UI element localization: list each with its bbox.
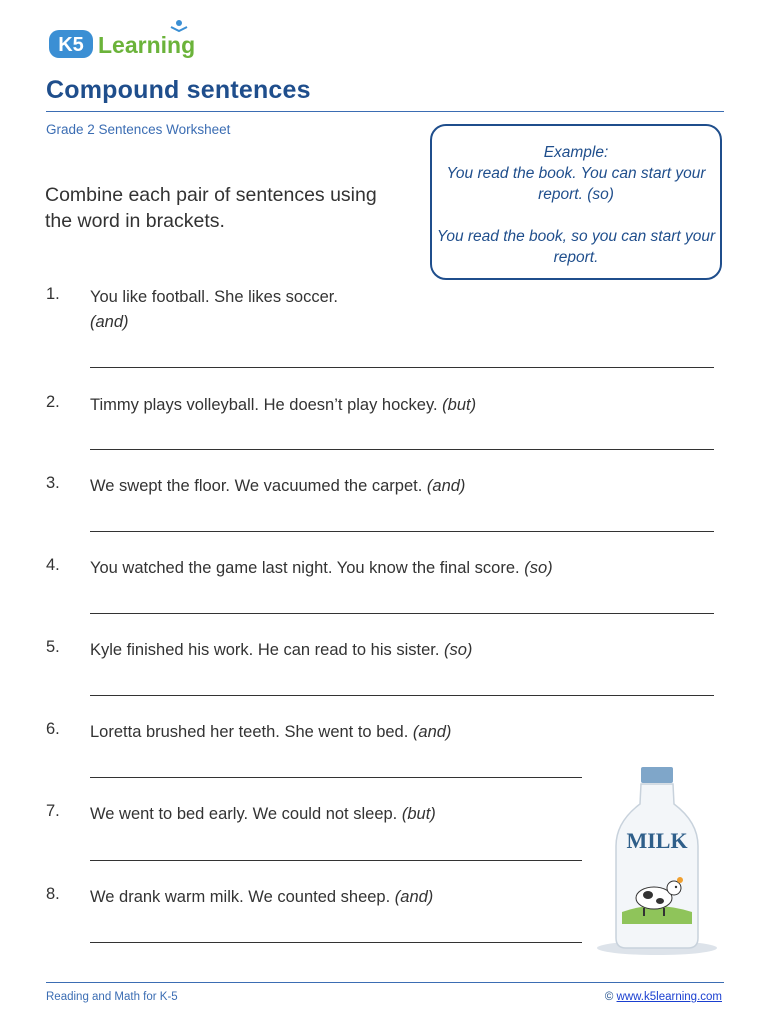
answer-line[interactable] (90, 860, 582, 861)
answer-line[interactable] (90, 613, 714, 614)
milk-bottle-illustration (594, 762, 720, 958)
question-number: 2. (46, 393, 60, 411)
question-number: 4. (46, 556, 60, 574)
page-title: Compound sentences (46, 76, 311, 104)
answer-line[interactable] (90, 695, 714, 696)
answer-line[interactable] (90, 531, 714, 532)
question-text (90, 638, 690, 663)
question-connector-word: (and) (90, 313, 129, 331)
question-connector-word: (but) (442, 396, 477, 414)
question-number: 6. (46, 720, 60, 738)
header-divider (46, 111, 724, 112)
question-number: 1. (46, 285, 60, 303)
question-text (90, 393, 690, 418)
logo-learning-text: Learning (98, 32, 196, 58)
question-sentences: Timmy plays volleyball. He doesn’t play hockey. (90, 396, 438, 414)
question-text (90, 474, 690, 499)
question-text (90, 556, 690, 581)
answer-line[interactable] (90, 449, 714, 450)
question-number: 7. (46, 802, 60, 820)
answer-line[interactable] (90, 777, 582, 778)
question-number: 8. (46, 885, 60, 903)
k5-learning-logo (46, 18, 216, 62)
question-sentences: Kyle finished his work. He can read to his sister. (90, 641, 440, 659)
copyright-symbol: © (604, 991, 614, 1003)
question-sentences: Loretta brushed her teeth. She went to bed. (90, 723, 409, 741)
footer-link-group (605, 991, 722, 1003)
question-connector-word: (so) (524, 559, 553, 577)
answer-line[interactable] (90, 367, 714, 368)
website-link[interactable]: www.k5learning.com (616, 991, 722, 1003)
footer-tagline: Reading and Math for K-5 (46, 991, 178, 1003)
question-connector-word: (but) (401, 805, 436, 823)
answer-line[interactable] (90, 942, 582, 943)
instructions-text: Combine each pair of sentences using the word in brackets. (45, 184, 377, 232)
question-number: 3. (46, 474, 60, 492)
question-connector-word: (and) (426, 477, 466, 495)
question-connector-word: (and) (394, 888, 434, 906)
question-connector-word: (and) (412, 723, 452, 741)
question-sentences: You watched the game last night. You know the final score. (90, 559, 520, 577)
milk-label-text: MILK (626, 828, 688, 853)
worksheet-subtitle: Grade 2 Sentences Worksheet (46, 122, 231, 137)
question-sentences: We drank warm milk. We counted sheep. (90, 888, 391, 906)
footer-divider (46, 982, 724, 983)
question-connector-word: (so) (444, 641, 473, 659)
question-sentences: You like football. She likes soccer. (90, 288, 338, 306)
question-text (90, 720, 690, 745)
example-answer: You read the book, so you can start your report. (436, 228, 716, 266)
question-sentences: We swept the floor. We vacuumed the carpet. (90, 477, 423, 495)
example-box (430, 124, 722, 280)
question-number: 5. (46, 638, 60, 656)
example-label: Example: (543, 144, 609, 161)
logo-k5-text: K5 (58, 34, 84, 56)
bottle-cap (641, 767, 673, 783)
question-text (90, 285, 690, 335)
logo-figure-icon (171, 20, 187, 31)
question-sentences: We went to bed early. We could not sleep. (90, 805, 398, 823)
example-prompt: You read the book. You can start your report. (so) (446, 165, 706, 203)
